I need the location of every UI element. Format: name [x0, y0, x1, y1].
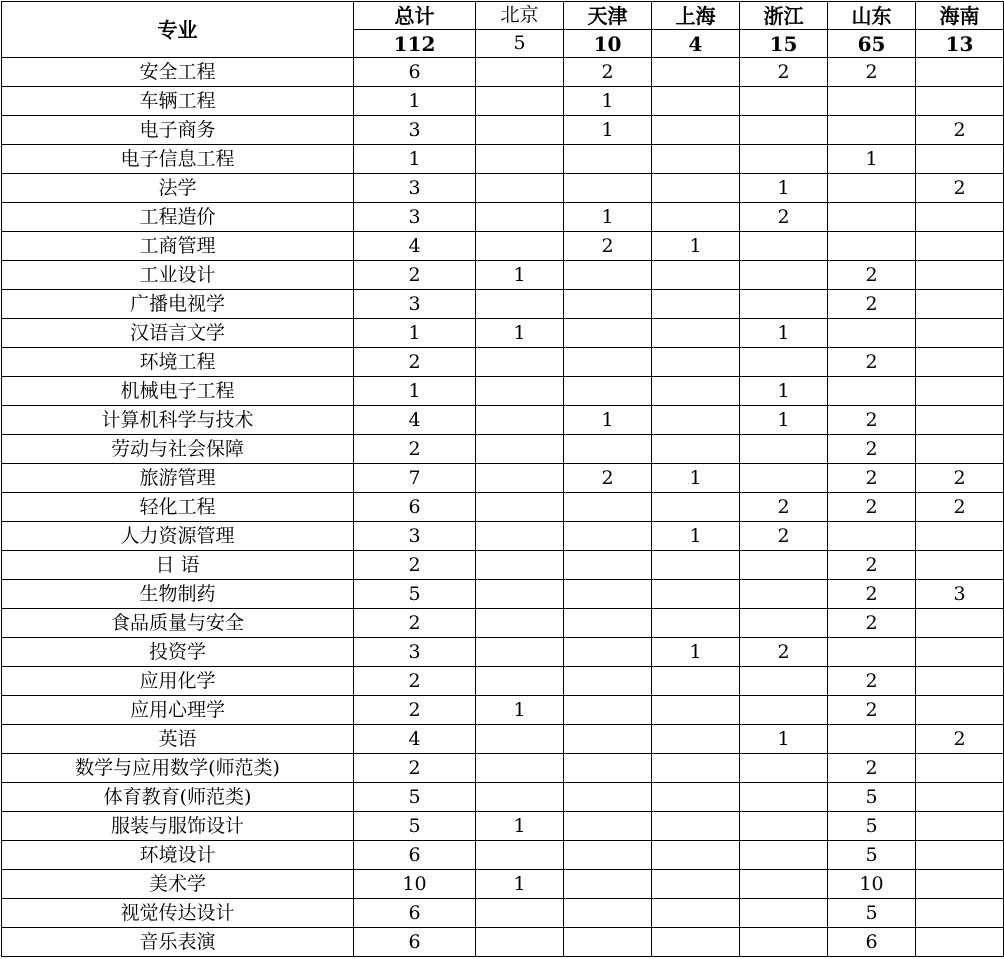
cell-total: 2 [354, 551, 476, 580]
major-name-cell: 轻化工程 [2, 493, 354, 522]
cell-shanghai [652, 174, 740, 203]
cell-zhejiang [740, 812, 828, 841]
cell-hainan [916, 754, 1004, 783]
major-name-cell: 计算机科学与技术 [2, 406, 354, 435]
major-name-cell: 日 语 [2, 551, 354, 580]
cell-shandong [828, 174, 916, 203]
cell-hainan [916, 522, 1004, 551]
cell-zhejiang: 2 [740, 522, 828, 551]
cell-tianjin [564, 696, 652, 725]
table-row [2, 203, 1004, 232]
column-header-beijing: 北京 [476, 2, 564, 30]
cell-tianjin [564, 667, 652, 696]
cell-beijing [476, 203, 564, 232]
cell-total: 6 [354, 493, 476, 522]
cell-total: 1 [354, 87, 476, 116]
cell-tianjin [564, 870, 652, 899]
table-row [2, 812, 1004, 841]
cell-shandong: 2 [828, 754, 916, 783]
cell-tianjin [564, 928, 652, 957]
table-row [2, 290, 1004, 319]
major-name-cell: 机械电子工程 [2, 377, 354, 406]
cell-beijing [476, 841, 564, 870]
cell-shandong: 2 [828, 667, 916, 696]
cell-beijing [476, 667, 564, 696]
table-row [2, 638, 1004, 667]
cell-hainan [916, 696, 1004, 725]
cell-total: 2 [354, 696, 476, 725]
cell-beijing [476, 580, 564, 609]
cell-hainan [916, 667, 1004, 696]
cell-total: 5 [354, 783, 476, 812]
cell-shanghai [652, 435, 740, 464]
cell-shanghai [652, 290, 740, 319]
major-name-cell: 电子商务 [2, 116, 354, 145]
cell-zhejiang [740, 696, 828, 725]
cell-shandong: 2 [828, 435, 916, 464]
cell-total: 7 [354, 464, 476, 493]
cell-shanghai [652, 348, 740, 377]
cell-hainan [916, 377, 1004, 406]
cell-zhejiang [740, 116, 828, 145]
major-name-cell: 安全工程 [2, 58, 354, 87]
cell-zhejiang: 1 [740, 377, 828, 406]
cell-zhejiang [740, 464, 828, 493]
cell-tianjin: 2 [564, 464, 652, 493]
major-name-cell: 数学与应用数学(师范类) [2, 754, 354, 783]
cell-beijing [476, 638, 564, 667]
major-name-cell: 英语 [2, 725, 354, 754]
cell-shanghai [652, 406, 740, 435]
cell-shandong: 2 [828, 551, 916, 580]
cell-zhejiang [740, 609, 828, 638]
major-name-cell: 广播电视学 [2, 290, 354, 319]
cell-shanghai [652, 261, 740, 290]
cell-shandong [828, 377, 916, 406]
cell-zhejiang: 1 [740, 319, 828, 348]
cell-total: 6 [354, 899, 476, 928]
cell-tianjin: 1 [564, 203, 652, 232]
cell-tianjin [564, 551, 652, 580]
cell-shanghai [652, 580, 740, 609]
cell-hainan [916, 928, 1004, 957]
column-total-tianjin: 10 [564, 30, 652, 58]
cell-zhejiang: 1 [740, 174, 828, 203]
table-row [2, 319, 1004, 348]
cell-shandong: 2 [828, 580, 916, 609]
cell-zhejiang [740, 754, 828, 783]
table-row [2, 870, 1004, 899]
table-row [2, 406, 1004, 435]
cell-beijing [476, 348, 564, 377]
cell-tianjin [564, 493, 652, 522]
cell-shanghai [652, 203, 740, 232]
major-name-cell: 体育教育(师范类) [2, 783, 354, 812]
header-row-names [2, 2, 1004, 30]
column-header-shanghai: 上海 [652, 2, 740, 30]
cell-total: 3 [354, 116, 476, 145]
cell-shandong: 2 [828, 493, 916, 522]
cell-shandong: 2 [828, 58, 916, 87]
cell-hainan [916, 261, 1004, 290]
cell-shanghai [652, 609, 740, 638]
cell-hainan [916, 290, 1004, 319]
cell-tianjin [564, 609, 652, 638]
cell-shandong: 2 [828, 406, 916, 435]
cell-hainan: 2 [916, 725, 1004, 754]
cell-zhejiang [740, 870, 828, 899]
cell-shandong [828, 522, 916, 551]
column-total-shanghai: 4 [652, 30, 740, 58]
table-row [2, 841, 1004, 870]
cell-tianjin [564, 725, 652, 754]
cell-zhejiang [740, 667, 828, 696]
table-row [2, 174, 1004, 203]
major-name-cell: 人力资源管理 [2, 522, 354, 551]
cell-tianjin [564, 638, 652, 667]
cell-total: 4 [354, 232, 476, 261]
cell-tianjin [564, 754, 652, 783]
cell-shanghai [652, 870, 740, 899]
cell-hainan [916, 841, 1004, 870]
cell-zhejiang [740, 261, 828, 290]
cell-zhejiang [740, 580, 828, 609]
cell-zhejiang: 1 [740, 406, 828, 435]
cell-shanghai [652, 116, 740, 145]
major-name-cell: 工业设计 [2, 261, 354, 290]
cell-shanghai [652, 493, 740, 522]
cell-zhejiang: 2 [740, 638, 828, 667]
cell-hainan: 2 [916, 174, 1004, 203]
table-row [2, 493, 1004, 522]
cell-beijing: 1 [476, 261, 564, 290]
cell-beijing [476, 725, 564, 754]
table-row [2, 928, 1004, 957]
cell-tianjin [564, 783, 652, 812]
cell-beijing [476, 522, 564, 551]
cell-shanghai [652, 377, 740, 406]
cell-beijing: 1 [476, 812, 564, 841]
cell-tianjin [564, 174, 652, 203]
cell-total: 3 [354, 174, 476, 203]
cell-tianjin [564, 812, 652, 841]
column-total-beijing: 5 [476, 30, 564, 58]
cell-hainan: 3 [916, 580, 1004, 609]
table-row [2, 261, 1004, 290]
major-name-cell: 法学 [2, 174, 354, 203]
cell-total: 4 [354, 725, 476, 754]
cell-zhejiang [740, 928, 828, 957]
cell-shandong: 5 [828, 899, 916, 928]
cell-zhejiang [740, 348, 828, 377]
table-body [2, 2, 1004, 957]
table-row [2, 435, 1004, 464]
cell-beijing [476, 87, 564, 116]
cell-hainan [916, 609, 1004, 638]
column-header-hainan: 海南 [916, 2, 1004, 30]
cell-shandong [828, 203, 916, 232]
cell-hainan [916, 145, 1004, 174]
cell-total: 5 [354, 580, 476, 609]
table-row [2, 783, 1004, 812]
cell-zhejiang [740, 783, 828, 812]
cell-shanghai [652, 754, 740, 783]
table-row [2, 696, 1004, 725]
cell-shandong: 2 [828, 290, 916, 319]
cell-tianjin: 1 [564, 406, 652, 435]
cell-beijing [476, 232, 564, 261]
cell-tianjin [564, 145, 652, 174]
cell-beijing [476, 406, 564, 435]
table-row [2, 87, 1004, 116]
cell-beijing [476, 58, 564, 87]
cell-tianjin [564, 522, 652, 551]
cell-zhejiang: 1 [740, 725, 828, 754]
cell-shandong: 2 [828, 609, 916, 638]
cell-tianjin [564, 377, 652, 406]
major-name-cell: 环境工程 [2, 348, 354, 377]
cell-shandong [828, 638, 916, 667]
table-row [2, 145, 1004, 174]
cell-tianjin: 2 [564, 232, 652, 261]
cell-hainan [916, 812, 1004, 841]
cell-total: 6 [354, 58, 476, 87]
cell-total: 2 [354, 609, 476, 638]
cell-beijing [476, 116, 564, 145]
major-name-cell: 美术学 [2, 870, 354, 899]
cell-tianjin: 1 [564, 87, 652, 116]
cell-shandong [828, 725, 916, 754]
cell-shanghai: 1 [652, 232, 740, 261]
cell-shandong: 2 [828, 261, 916, 290]
cell-total: 3 [354, 638, 476, 667]
cell-shanghai: 1 [652, 464, 740, 493]
cell-shandong: 5 [828, 812, 916, 841]
cell-beijing [476, 493, 564, 522]
cell-zhejiang: 2 [740, 203, 828, 232]
cell-shanghai [652, 696, 740, 725]
cell-hainan [916, 899, 1004, 928]
cell-total: 6 [354, 841, 476, 870]
table-row [2, 464, 1004, 493]
cell-shanghai: 1 [652, 638, 740, 667]
cell-shandong: 5 [828, 783, 916, 812]
cell-shanghai [652, 899, 740, 928]
cell-tianjin [564, 319, 652, 348]
cell-beijing: 1 [476, 696, 564, 725]
cell-shanghai [652, 725, 740, 754]
table-row [2, 551, 1004, 580]
cell-total: 1 [354, 377, 476, 406]
cell-shanghai [652, 841, 740, 870]
table-row [2, 377, 1004, 406]
cell-shanghai [652, 667, 740, 696]
cell-beijing [476, 290, 564, 319]
table-row [2, 58, 1004, 87]
cell-shanghai: 1 [652, 522, 740, 551]
cell-beijing [476, 928, 564, 957]
table-row [2, 116, 1004, 145]
cell-total: 3 [354, 203, 476, 232]
column-total-zhejiang: 15 [740, 30, 828, 58]
cell-shanghai [652, 928, 740, 957]
cell-beijing: 1 [476, 319, 564, 348]
cell-zhejiang [740, 145, 828, 174]
column-header-shandong: 山东 [828, 2, 916, 30]
cell-tianjin [564, 435, 652, 464]
table-row [2, 725, 1004, 754]
cell-total: 10 [354, 870, 476, 899]
cell-shandong: 2 [828, 348, 916, 377]
cell-zhejiang [740, 551, 828, 580]
cell-tianjin [564, 290, 652, 319]
enrollment-table [1, 1, 1004, 957]
cell-shanghai [652, 319, 740, 348]
table-row [2, 522, 1004, 551]
cell-shanghai [652, 58, 740, 87]
cell-total: 2 [354, 667, 476, 696]
cell-shandong: 2 [828, 464, 916, 493]
cell-hainan [916, 232, 1004, 261]
cell-shanghai [652, 145, 740, 174]
cell-shanghai [652, 87, 740, 116]
cell-hainan [916, 87, 1004, 116]
cell-hainan: 2 [916, 464, 1004, 493]
major-column-header: 专业 [2, 2, 354, 58]
cell-zhejiang: 2 [740, 58, 828, 87]
major-name-cell: 工商管理 [2, 232, 354, 261]
cell-hainan [916, 348, 1004, 377]
cell-total: 4 [354, 406, 476, 435]
table-row [2, 580, 1004, 609]
column-total-total: 112 [354, 30, 476, 58]
table-row [2, 232, 1004, 261]
cell-beijing [476, 464, 564, 493]
cell-beijing [476, 377, 564, 406]
table-row [2, 609, 1004, 638]
cell-shandong [828, 116, 916, 145]
column-header-tianjin: 天津 [564, 2, 652, 30]
cell-total: 2 [354, 348, 476, 377]
major-name-cell: 电子信息工程 [2, 145, 354, 174]
cell-zhejiang [740, 87, 828, 116]
cell-shandong: 2 [828, 696, 916, 725]
cell-total: 2 [354, 261, 476, 290]
major-name-cell: 视觉传达设计 [2, 899, 354, 928]
cell-beijing [476, 145, 564, 174]
cell-hainan [916, 58, 1004, 87]
major-name-cell: 食品质量与安全 [2, 609, 354, 638]
major-name-cell: 生物制药 [2, 580, 354, 609]
cell-total: 1 [354, 319, 476, 348]
cell-shandong: 5 [828, 841, 916, 870]
cell-tianjin [564, 841, 652, 870]
cell-hainan [916, 638, 1004, 667]
cell-total: 3 [354, 522, 476, 551]
major-name-cell: 环境设计 [2, 841, 354, 870]
cell-shandong [828, 87, 916, 116]
major-name-cell: 旅游管理 [2, 464, 354, 493]
cell-beijing [476, 754, 564, 783]
table-row [2, 899, 1004, 928]
cell-tianjin [564, 580, 652, 609]
cell-beijing [476, 551, 564, 580]
cell-hainan [916, 406, 1004, 435]
cell-tianjin [564, 348, 652, 377]
column-total-hainan: 13 [916, 30, 1004, 58]
cell-shanghai [652, 783, 740, 812]
cell-tianjin [564, 899, 652, 928]
cell-beijing [476, 435, 564, 464]
major-name-cell: 劳动与社会保障 [2, 435, 354, 464]
major-name-cell: 投资学 [2, 638, 354, 667]
major-name-cell: 工程造价 [2, 203, 354, 232]
table-row [2, 754, 1004, 783]
cell-tianjin [564, 261, 652, 290]
cell-shanghai [652, 812, 740, 841]
cell-total: 1 [354, 145, 476, 174]
cell-beijing: 1 [476, 870, 564, 899]
major-name-cell: 应用化学 [2, 667, 354, 696]
cell-hainan [916, 870, 1004, 899]
cell-zhejiang [740, 290, 828, 319]
column-header-zhejiang: 浙江 [740, 2, 828, 30]
major-name-cell: 应用心理学 [2, 696, 354, 725]
cell-total: 2 [354, 435, 476, 464]
column-header-total: 总计 [354, 2, 476, 30]
cell-hainan [916, 435, 1004, 464]
cell-total: 5 [354, 812, 476, 841]
table-row [2, 348, 1004, 377]
cell-zhejiang [740, 841, 828, 870]
major-name-cell: 服装与服饰设计 [2, 812, 354, 841]
major-name-cell: 汉语言文学 [2, 319, 354, 348]
table-row [2, 667, 1004, 696]
cell-hainan [916, 319, 1004, 348]
major-name-cell: 车辆工程 [2, 87, 354, 116]
cell-shandong: 1 [828, 145, 916, 174]
cell-shandong [828, 319, 916, 348]
cell-shanghai [652, 551, 740, 580]
cell-tianjin: 2 [564, 58, 652, 87]
cell-total: 3 [354, 290, 476, 319]
major-name-cell: 音乐表演 [2, 928, 354, 957]
cell-hainan [916, 203, 1004, 232]
cell-zhejiang [740, 899, 828, 928]
cell-tianjin: 1 [564, 116, 652, 145]
cell-hainan [916, 783, 1004, 812]
cell-hainan: 2 [916, 493, 1004, 522]
cell-total: 2 [354, 754, 476, 783]
cell-zhejiang [740, 232, 828, 261]
cell-shandong [828, 232, 916, 261]
column-total-shandong: 65 [828, 30, 916, 58]
cell-beijing [476, 174, 564, 203]
cell-zhejiang: 2 [740, 493, 828, 522]
cell-total: 6 [354, 928, 476, 957]
cell-beijing [476, 609, 564, 638]
cell-shandong: 10 [828, 870, 916, 899]
cell-hainan: 2 [916, 116, 1004, 145]
cell-shandong: 6 [828, 928, 916, 957]
cell-beijing [476, 783, 564, 812]
cell-zhejiang [740, 435, 828, 464]
cell-hainan [916, 551, 1004, 580]
cell-beijing [476, 899, 564, 928]
